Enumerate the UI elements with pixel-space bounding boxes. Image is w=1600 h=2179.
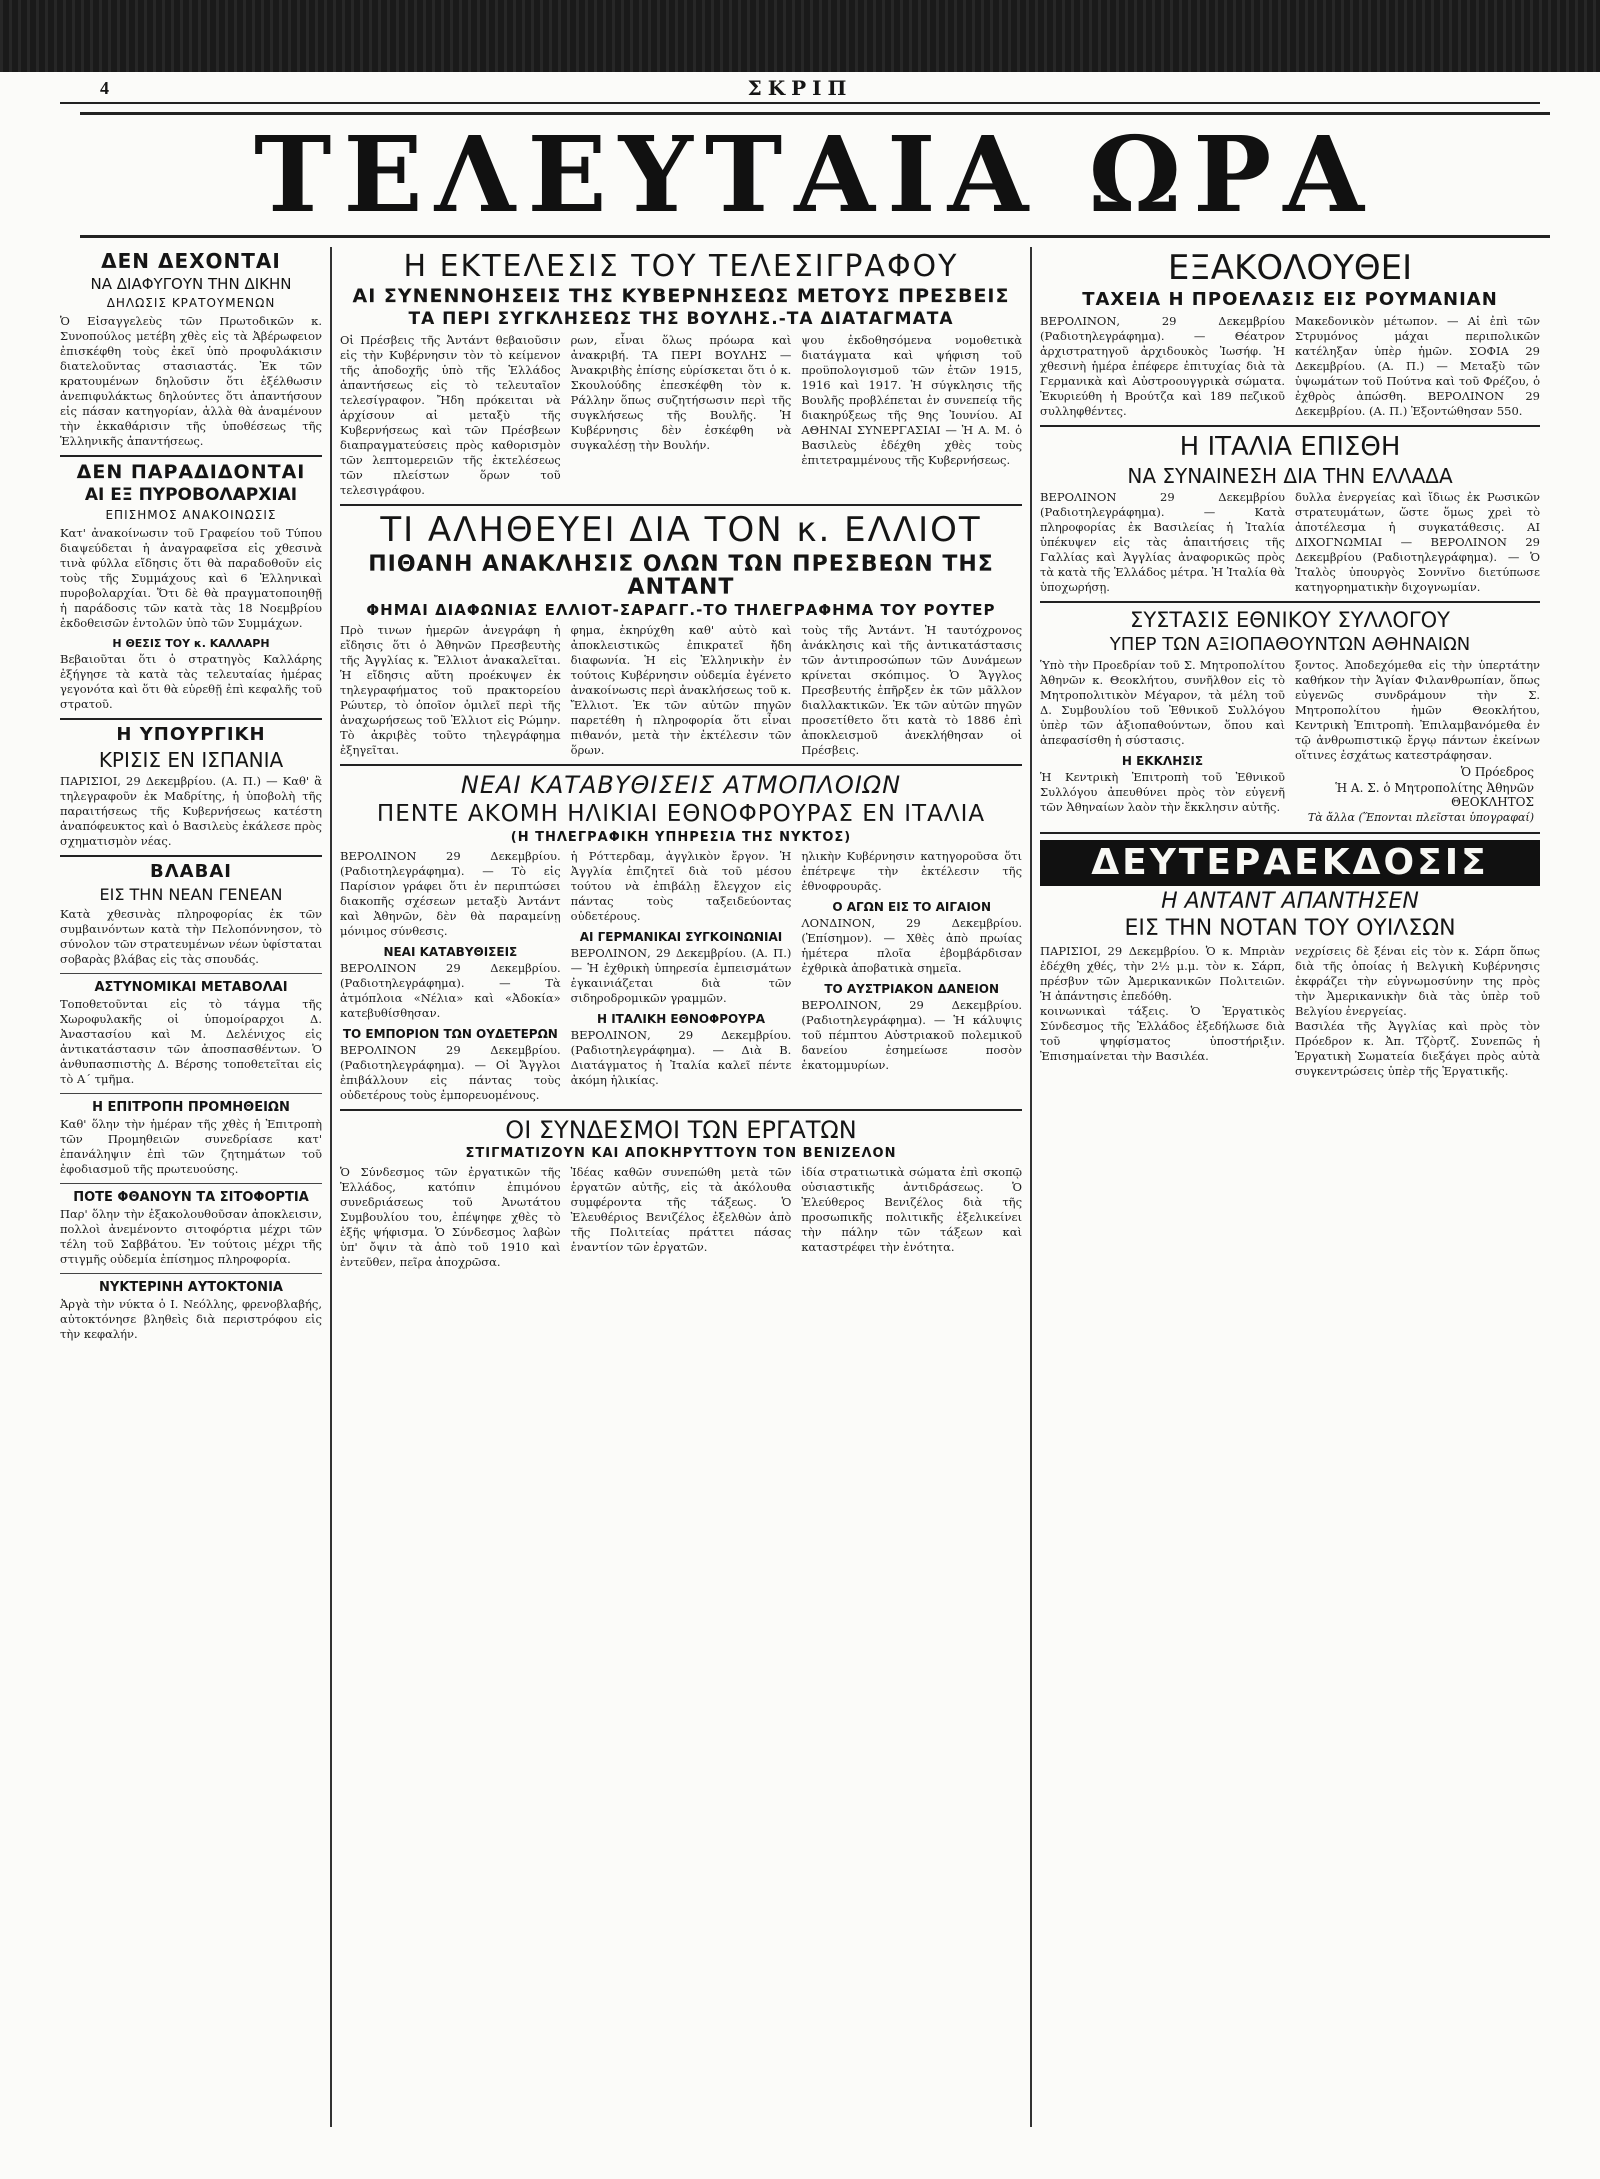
- subheadline: ΚΡΙΣΙΣ ΕΝ ΙΣΠΑΝΙΑ: [98, 748, 284, 773]
- article-body: τοὺς τῆς Ἀντάντ. Ἡ ταυτόχρονος ἀνάκλησις καὶ τῆς ἀντικατάστασις τῶν ἀντιπροσώπων τῶν Δυνάμεων κρίνεται σκόπιμος. Ὁ Ἄγγλος Πρεσβευτής ἐπῆρξεν ἐκ τῶν μᾶλλον διαλλακτικῶν. Ἐκ τῶν αὐτῶν πηγῶν προσετίθετο ὅτι κατὰ τὸ 1886 ἐπὶ ἀποκλεισμοῦ ἀνεκλήθησαν οἱ Πρέσβεις.: [801, 623, 1023, 758]
- deck: ΔΗΛΩΣΙΣ ΚΡΑΤΟΥΜΕΝΩΝ: [106, 295, 276, 310]
- divider: [1040, 832, 1540, 834]
- article-night-suicide: [60, 1280, 322, 1342]
- article-body: Ἀργὰ τὴν νύκτα ὁ Ι. Νεόλλης, φρενοβλαβής, αὐτοκτόνησε βληθεὶς διὰ περιστρόφου εἰς τὴν κεφαλήν.: [60, 1296, 322, 1341]
- section-subhead: ΤΟ ΑΥΣΤΡΙΑΚΟΝ ΔΑΝΕΙΟΝ: [824, 981, 1000, 996]
- divider: [1040, 601, 1540, 603]
- article-grain-cargo: [60, 1190, 322, 1267]
- deck: ΦΗΜΑΙ ΔΙΑΦΩΝΙΑΣ ΕΛΛΙΟΤ-ΣΑΡΑΓΓ.-ΤΟ ΤΗΛΕΓΡΑΦΗΜΑ ΤΟΥ ΡΟΥΤΕΡ: [366, 601, 996, 620]
- article-body: Πρὸ τινων ἡμερῶν ἀνεγράφη ἡ εἴδησις ὅτι ὁ Ἀθηνῶν Πρεσβευτὴς τῆς Ἀγγλίας κ. Ἔλλιοτ ἀνακαλεῖται. Ἡ εἴδησις αὕτη προέκυψεν ἐκ τηλεγραφήματος τοῦ πρακτορείου Ρώυτερ, τὸ ὁποῖον ὁμιλεῖ περὶ τῆς ἀναχωρήσεως τοῦ Ἐλλιοτ εἰς Ρώμην. Τὸ ἀκριβὲς τοῦτο τηλεγράφημα ἐξηγεῖται.: [340, 623, 561, 758]
- section-subhead: ΝΥΚΤΕΡΙΝΗ ΑΥΤΟΚΤΟΝΙΑ: [99, 1279, 283, 1295]
- subheadline: ΥΠΕΡ ΤΩΝ ΑΞΙΟΠΑΘΟΥΝΤΩΝ ΑΘΗΝΑΙΩΝ: [1109, 633, 1471, 655]
- article-body: νεχρίσεις δὲ ξέναι εἰς τὸν κ. Σάρπ ὅπως διὰ τῆς ὁποίας ἡ Βελγικὴ Κυβέρνησις ἐκφράζει τὴν εὐγνωμοσύνην της πρὸς τὴν Ἀμερικανικὴν διὰ τὰς ὑπὲρ τοῦ Βελγίου ἐνεργείας.: [1295, 943, 1540, 1018]
- article-body: Ἰδέας καθῶν συνεπώθη μετὰ τῶν ἐργατῶν αὐτῆς, εἰς τὰ ἀκόλουθα συμφέροντα τῆς τάξεως. Ὁ Ἐλευθέριος Βενιζέλος ἐξελθὼν ἀπὸ τῆς Πολιτείας πράττει πάσας ἐναντίον τῶν ἐργατῶν.: [570, 1164, 792, 1254]
- subheadline: ΤΑΧΕΙΑ Η ΠΡΟΕΛΑΣΙΣ ΕΙΣ ΡΟΥΜΑΝΙΑΝ: [1082, 289, 1498, 311]
- article-body: ξοντος. Ἀποδεχόμεθα εἰς τὴν ὑπερτάτην καθήκον τὴν Ἁγίαν Φιλανθρωπίαν, ὅπως εὐγενῶς συνδράμουν τὴν Σ. Μητροπολίτου ἡμῶν Θεοκλήτου, Κεντρικὴ Ἐπιτροπὴ. Ἐπιλαμβανόμεθα ἐν τῷ ἀνθρωπιστικῷ ἔργῳ πάντων ἐκείνων οἵτινες ἐσχάτως κατεστράφησαν.: [1295, 657, 1540, 762]
- section-subhead: ΤΟ ΕΜΠΟΡΙΟΝ ΤΩΝ ΟΥΔΕΤΕΡΩΝ: [342, 1026, 558, 1041]
- section-subhead: Η ΕΚΚΛΗΣΙΣ: [1121, 753, 1204, 768]
- masthead-title: ΤΕΛΕΥΤΑΙΑ ΩΡΑ: [80, 112, 1550, 238]
- article-body: Ἡ Κεντρικὴ Ἐπιτροπὴ τοῦ Ἐθνικοῦ Συλλόγου ἀπευθύνει πρὸς τὸν εὐγενῆ τῶν Ἀθηναίων λαὸν τὴν ἔκκλησιν αὐτῆς.: [1040, 769, 1285, 814]
- headline: Η ΕΚΤΕΛΕΣΙΣ ΤΟΥ ΤΕΛΕΣΙΓΡΑΦΟΥ: [403, 249, 959, 284]
- article-body: ηλικὴν Κυβέρνησιν κατηγοροῦσα ὅτι ἐπέτρεψε τὴν ἐκτέλεσιν τῆς ἐθνοφρουρᾶς.: [801, 848, 1023, 893]
- center-column: [340, 247, 1022, 1270]
- article-body: Μακεδονικὸν μέτωπον. — Αἱ ἐπὶ τῶν Στρυμόνος μάχαι περιπολικῶν κατέληξαν ὑπὲρ ἡμῶν. ΣΟΦΙΑ 29 Δεκεμβρίου. (Α. Π.) — Μεταξὺ τῶν ὑψωμάτων τοῦ Πούτνα καὶ τοῦ Φρέζου, ὁ ἐχθρὸς ἀπώσθη. ΒΕΡΟΛΙΝΟΝ 29 Δεκεμβρίου. (Α. Π.) Ἐξοντώθησαν 550.: [1295, 314, 1540, 419]
- article-worker-unions: [340, 1117, 1022, 1270]
- section-subhead: Η ΕΠΙΤΡΟΠΗ ΠΡΟΜΗΘΕΙΩΝ: [92, 1099, 290, 1115]
- article-spain-crisis: [60, 726, 322, 849]
- newspaper-page: [60, 72, 1600, 2179]
- subheadline: ΝΑ ΔΙΑΦΥΓΟΥΝ ΤΗΝ ΔΙΚΗΝ: [90, 275, 292, 293]
- deck: ΕΠΙΣΗΜΟΣ ΑΝΑΚΟΙΝΩΣΙΣ: [105, 508, 277, 523]
- column-rule: [330, 247, 332, 2127]
- right-column: [1040, 247, 1540, 1079]
- headline: Η ΑΝΤΑΝΤ ΑΠΑΝΤΗΣΕΝ: [1161, 888, 1419, 914]
- article-body: ΒΕΡΟΛΙΝΟΝ, 29 Δεκεμβρίου. (Ραδιοτηλεγράφημα). — Διὰ Β. Διατάγματος ἡ Ἰταλία καλεῖ πέντε ἀκόμη ἡλικίας.: [570, 1027, 792, 1087]
- article-italy: [1040, 433, 1540, 595]
- headline: Η ΥΠΟΥΡΓΙΚΗ: [116, 724, 266, 746]
- scan-dark-band: [0, 0, 1600, 72]
- divider: [60, 455, 322, 457]
- article-second-edition: [1040, 840, 1540, 1079]
- article-body: ΛΟΝΔΙΝΟΝ, 29 Δεκεμβρίου. (Ἐπίσημον). — Χθὲς ἀπὸ πρωίας ἡμέτερα πλοῖα ἐβομβάρδισαν ἐχθρικὰ ἀποβατικὰ σημεῖα.: [801, 915, 1023, 975]
- subheadline: ΑΙ ΣΥΝΕΝΝΟΗΣΕΙΣ ΤΗΣ ΚΥΒΕΡΝΗΣΕΩΣ ΜΕΤΟΥΣ ΠΡΕΣΒΕΙΣ: [352, 285, 1010, 307]
- article-batteries: [60, 460, 322, 713]
- article-body: Βασιλέα τῆς Ἀγγλίας καὶ πρὸς τὸν Πρόεδρον κ. Ἀπ. Τζὸρτζ. Συνεπῶς ἡ Ἑργατικὴ Σωματεία διεξάγει πρὸς αὐτὰ συγκεντρώσεις ὑπὲρ τῆς Ἑργατικῆς.: [1295, 1018, 1540, 1078]
- article-body: ΒΕΡΟΛΙΝΟΝ 29 Δεκεμβρίου. (Ραδιοτηλεγράφημα). — Τὰ ἀτμόπλοια «Νέλια» καὶ «Ἀδοκία» κατεβυθίσθησαν.: [340, 960, 561, 1020]
- article-body: ΒΕΡΟΛΙΝΟΝ 29 Δεκεμβρίου. (Ραδιοτηλεγράφημα). — Οἱ Ἄγγλοι ἐπιβάλλουν εἰς πάντας τοὺς οὐδετέρους τοὺς ἐμπορευομένους.: [340, 1042, 561, 1102]
- article-body: ΒΕΡΟΛΙΝΟΝ, 29 Δεκεμβρίου. (Α. Π.) — Ἡ ἐχθρικὴ ὑπηρεσία ἐμπεισμάτων ἐγκαινιάζεται διὰ τῶν σιδηροδρομικῶν γραμμῶν.: [570, 945, 792, 1005]
- divider: [340, 764, 1022, 766]
- headline: ΟΙ ΣΥΝΔΕΣΜΟΙ ΤΩΝ ΕΡΓΑΤΩΝ: [505, 1115, 857, 1144]
- article-body: ΠΑΡΙΣΙΟΙ, 29 Δεκεμβρίου. (Α. Π.) — Καθ' ἃ τηλεγραφοῦν ἐκ Μαδρίτης, ἡ ὑποβολὴ τῆς παραιτήσεως τῆς Κυβερνήσεως κατέστη ἀναπόφευκτος καὶ ὁ Βασιλεὺς ἐκάλεσε πρὸς σχηματισμὸν νέας.: [60, 774, 322, 849]
- article-national-association: [1040, 609, 1540, 826]
- signature-note: Τὰ ἄλλα (Ἕπονται πλεῖσται ὑπογραφαί): [1307, 810, 1534, 824]
- subheadline: ΕΙΣ ΤΗΝ ΝΕΑΝ ΓΕΝΕΑΝ: [99, 884, 283, 904]
- headline: ΤΙ ΑΛΗΘΕΥΕΙ ΔΙΑ ΤΟΝ κ. ΕΛΛΙΟΤ: [380, 509, 982, 550]
- page-runner: [60, 76, 1540, 104]
- scan-grain: [0, 0, 1600, 72]
- divider: [60, 973, 322, 974]
- section-subhead: Ο ΑΓΩΝ ΕΙΣ ΤΟ ΑΙΓΑΙΟΝ: [832, 899, 992, 914]
- article-elliot: [340, 509, 1023, 758]
- section-subhead: ΝΕΑΙ ΚΑΤΑΒΥΘΙΣΕΙΣ: [383, 944, 518, 959]
- article-body: Βεβαιοῦται ὅτι ὁ στρατηγὸς Καλλάρης ἐξήγησε τὰ κατὰ τὰς τελευταίας ἡμέρας γεγονότα καὶ ὅτι θὰ εὑρεθῇ ἐπὶ κεφαλῆς τοῦ στρατοῦ.: [60, 652, 322, 712]
- article-body: ΒΕΡΟΛΙΝΟΝ 29 Δεκεμβρίου. (Ραδιοτηλεγράφημα). — Τὸ εἰς Παρίσιον γράφει ὅτι ἐν περιπτώσει διακοπῆς σχέσεων μεταξὺ Ἀντάντ καὶ Ἀθηνῶν, δὲν θὰ παραμείνῃ μόνιμος σύνθεσις.: [340, 848, 561, 938]
- section-subhead: ΠΟΤΕ ΦΘΑΝΟΥΝ ΤΑ ΣΙΤΟΦΟΡΤΙΑ: [73, 1189, 309, 1205]
- subheadline: ΠΕΝΤΕ ΑΚΟΜΗ ΗΛΙΚΙΑΙ ΕΘΝΟΦΡΟΥΡΑΣ ΕΝ ΙΤΑΛΙΑ: [376, 800, 986, 827]
- article-body: ΒΕΡΟΛΙΝΟΝ 29 Δεκεμβρίου (Ραδιοτηλεγράφημα). — Κατὰ πληροφορίας ἐκ Βασιλείας ἡ Ἰταλία ὑπέκυψεν εἰς τὰς ἀπαιτήσεις τῆς Γαλλίας καὶ Ἀγγλίας ἀναφορικῶς πρὸς τὰ κατὰ τῆς Ἑλλάδος μέτρα. Ἡ Ἰταλία θὰ ὑποχωρήσῃ.: [1040, 489, 1285, 594]
- article-body: ΒΕΡΟΛΙΝΟΝ, 29 Δεκεμβρίου (Ραδιοτηλεγράφημα). — Θέατρον ἀρχιστρατηγοῦ ἀρχιδουκὸς Ἰωσήφ. Ἡ χθεσινὴ ἡμέρα ἐπέφερε ἐπιτυχίας διὰ τὰ Γερμανικὰ καὶ Αὐστροουγγρικὰ σώματα. Ἐκυριεύθη ἡ Βρούτζα καὶ 189 πεζικοῦ συλληφθέντες.: [1040, 314, 1285, 419]
- divider: [340, 1109, 1022, 1111]
- headline: ΔΕΝ ΠΑΡΑΔΙΔΟΝΤΑΙ: [76, 460, 306, 483]
- article-body: Ὁ Σύνδεσμος τῶν ἐργατικῶν τῆς Ἑλλάδος, κατόπιν ἐπιμόνου συνεδριάσεως τοῦ Ἀνωτάτου Συμβουλίου του, ἐπέψηφε χθὲς τὸ ἑξῆς ψήφισμα. Ὁ Σύνδεσμος λαβὼν ὑπ' ὄψιν τὰ ἀπὸ τοῦ 1910 καὶ ἐντεῦθεν, πεῖρα ἀποχρῶσα.: [340, 1164, 561, 1269]
- divider: [60, 855, 322, 857]
- section-subhead: Η ΘΕΣΙΣ ΤΟΥ κ. ΚΑΛΛΑΡΗ: [112, 637, 270, 651]
- article-damages: [60, 863, 322, 966]
- divider: [60, 1273, 322, 1274]
- deck: ΤΑ ΠΕΡΙ ΣΥΓΚΛΗΣΕΩΣ ΤΗΣ ΒΟΥΛΗΣ.-ΤΑ ΔΙΑΤΑΓΜΑΤΑ: [408, 308, 954, 329]
- subheadline: ΠΙΘΑΝΗ ΑΝΑΚΛΗΣΙΣ ΟΛΩΝ ΤΩΝ ΠΡΕΣΒΕΩΝ ΤΗΣ ΑΝΤΑΝΤ: [368, 552, 994, 601]
- headline: ΣΥΣΤΑΣΙΣ ΕΘΝΙΚΟΥ ΣΥΛΛΟΓΟΥ: [1130, 607, 1450, 632]
- divider: [340, 504, 1022, 506]
- article-body: Ὁ Εἰσαγγελεὺς τῶν Πρωτοδικῶν κ. Συνοπούλος μετέβη χθὲς εἰς τὰ Ἀβέρωφειον ἐπισκέφθη τοὺς ἐκεῖ ὑπὸ προφυλάκισιν διατελοῦντας στασιαστάς. Ἐκ τῶν κρατουμένων δηλοῦσιν ὅτι ἐξέλθωσιν ἀνεπιφυλάκτως δηλούντες ὅτι ἀπαντήσουν εἰς πάσαν κατηγορίαν, ἀλλὰ θὰ ἀναμένουν τὴν ἐκκαθάρισιν τῆς ὑποθέσεως τῆς Ἑλληνικῆς ἀπαντήσεως.: [60, 313, 322, 448]
- headline: ΔΕΝ ΔΕΧΟΝΤΑΙ: [101, 249, 281, 273]
- left-column: [60, 247, 322, 1342]
- headline: ΕΞΑΚΟΛΟΥΘΕΙ: [1167, 248, 1413, 288]
- article-body: Οἱ Πρέσβεις τῆς Ἀντάντ θεβαιοῦσιν εἰς τὴν Κυβέρνησιν τὸν τὸ κείμενον τῆς ἀποδοχῆς ὑπὸ τῆς Ἑλλάδος ἀπαντήσεως εἰς τὸ τελευταῖον τελεσίγραφον. Ἤδη πρόκειται νὰ ἀρχίσουν αἱ μεταξὺ τῆς Κυβερνήσεως καὶ τῶν Πρέσβεων διαπραγματεύσεις πρὸς καθορισμὸν τῶν λεπτομερειῶν τῆς ἐκτελέσεως τῶν πλείστων ὅρων τοῦ τελεσιγράφου.: [340, 332, 561, 497]
- article-body: κοινωνικαὶ τάξεις. Ὁ Ἐργατικὸς Σύνδεσμος τῆς Ἑλλάδος ἐξεδήλωσε διὰ τοῦ ψηφίσματος ὑποστήριξιν. Ἐπισημαίνεται τὴν Βασιλέα.: [1040, 1003, 1285, 1063]
- divider: [1040, 425, 1540, 427]
- divider: [60, 1183, 322, 1184]
- subheadline: ΣΤΙΓΜΑΤΙΖΟΥΝ ΚΑΙ ΑΠΟΚΗΡΥΤΤΟΥΝ ΤΟΝ ΒΕΝΙΖΕΛΟΝ: [465, 1146, 897, 1162]
- section-subhead: ΑΙ ΓΕΡΜΑΝΙΚΑΙ ΣΥΓΚΟΙΝΩΝΙΑΙ: [579, 929, 783, 944]
- section-subhead: ΑΣΤΥΝΟΜΙΚΑΙ ΜΕΤΑΒΟΛΑΙ: [94, 979, 288, 995]
- article-romania: [1040, 250, 1540, 419]
- article-body: φημα, ἐκηρύχθη καθ' αὐτὸ καὶ ἀποκλειστικῶς ἐπικρατεῖ ἤδη διαφωνία. Ἡ εἰς Ἑλληνικὴν ἐν τούτοις Κυβέρνησιν οὐδεμία ἐγένετο ἀνακοίνωσις περὶ ἀνακλήσεως τοῦ κ. Ἔλλιοτ. Ἐκ τῶν αὐτῶν πηγῶν παρετέθη ἡ πληροφορία ὅτι εἶναι πιθανόν, μετὰ τὴν ἐκτέλεσιν τῶν ὅρων.: [570, 623, 792, 758]
- deck: (Η ΤΗΛΕΓΡΑΦΙΚΗ ΥΠΗΡΕΣΙΑ ΤΗΣ ΝΥΚΤΟΣ): [510, 829, 852, 845]
- article-body: Κατ' ἀνακοίνωσιν τοῦ Γραφείου τοῦ Τύπου διαψεύδεται ἡ ἀναγραφεῖσα εἰς χθεσινὰ τινὰ φύλλα εἴδησις ὅτι θὰ παραδοθοῦν εἰς τοὺς τῆς Συμμάχους καὶ 6 Ἑλληνικαὶ πυροβολαρχίαι. Ὅτι δὲ θὰ πραγματοποιηθῇ ἡ παράδοσις τῶν κατὰ τὰς 18 Νοεμβρίου ἐκδοθεισῶν ἐντολῶν ὑπὸ τῶν Συμμάχων.: [60, 526, 322, 631]
- article-sinkings: [340, 772, 1022, 1103]
- article-body: ΠΑΡΙΣΙΟΙ, 29 Δεκεμβρίου. Ὁ κ. Μπριὰν ἐδέχθη χθές, τὴν 2½ μ.μ. τὸν κ. Σάρπ, πρέσβυν τῶν Ἀμερικανικῶν Πολιτειῶν. Ἡ ἀπάντησις ἐπεδόθη.: [1040, 943, 1285, 1003]
- subheadline: ΕΙΣ ΤΗΝ ΝΟΤΑΝ ΤΟΥ ΟΥΙΛΣΩΝ: [1124, 915, 1456, 941]
- article-ultimatum: [340, 250, 1022, 498]
- section-subhead: Η ΙΤΑΛΙΚΗ ΕΘΝΟΦΡΟΥΡΑ: [596, 1011, 766, 1026]
- article-body: ἰδία στρατιωτικὰ σώματα ἐπὶ σκοπῷ οὐσιαστικῆς ἀντιδράσεως. Ὁ Ἐλεύθερος Βενιζέλος διὰ τῆς προσωπικῆς πολιτικῆς ἐξελικείνει τὴν πάλην τῶν τάξεων καὶ καταστρέφει τὴν ἐνότητα.: [801, 1164, 1023, 1254]
- article-body: ΒΕΡΟΛΙΝΟΝ, 29 Δεκεμβρίου. (Ραδιοτηλεγράφημα). — Ἡ κάλυψις τοῦ πέμπτου Αὐστριακοῦ πολεμικοῦ δανείου ἐσημείωσε ποσὸν ἑκατομμυρίων.: [801, 997, 1023, 1072]
- divider: [60, 718, 322, 720]
- article-body: Ὑπὸ τὴν Προεδρίαν τοῦ Σ. Μητροπολίτου Ἀθηνῶν κ. Θεοκλήτου, συνῆλθον εἰς τὸ Μητροπολιτικὸν Μέγαρον, τὰ μέλη τοῦ Δ. Συμβουλίου τοῦ Ἐθνικοῦ Συλλόγου ὑπὲρ τῶν ἀξιοπαθούντων, ὅπου καὶ ἀπεφασίσθη ἡ σύστασις.: [1040, 657, 1285, 747]
- article-body: δυλλα ἐνεργείας καὶ ἴδιως ἐκ Ρωσικῶν στρατευμάτων, ὥστε ὅμως χρεὶ τὸ ἀποτέλεσμα ἡ συγκατάθεσις. ΑΙ ΔΙΧΟΓΝΩΜΙΑΙ — ΒΕΡΟΛΙΝΟΝ 29 Δεκεμβρίου (Ραδιοτηλεγράφημα). — Ὁ Ἰταλὸς ὑπουργὸς Σοννῖνο διετύπωσε κατηγορηματικὴν διχογνωμίαν.: [1295, 489, 1540, 594]
- page-number: 4: [100, 78, 109, 98]
- article-body: ἡ Ρόττερδαμ, ἀγγλικὸν ἔργον. Ἡ Ἀγγλία ἐπιζητεῖ διὰ τοῦ μέσου τούτου νὰ ἐπιβάλῃ ἔλεγχον εἰς πάντας τοὺς ταξειδεύοντας οὐδετέρους.: [570, 848, 792, 923]
- paper-name: ΣΚΡΙΠ: [747, 76, 853, 100]
- article-not-accepted: [60, 251, 322, 449]
- second-edition-banner: ΔΕΥΤΕΡΑΕΚΔΟΣΙΣ: [1040, 840, 1540, 886]
- subheadline: ΑΙ ΕΞ ΠΥΡΟΒΟΛΑΡΧΙΑΙ: [84, 485, 298, 506]
- headline: ΒΛΑΒΑΙ: [150, 861, 232, 883]
- column-rule: [1030, 247, 1032, 2127]
- article-body: Καθ' ὅλην τὴν ἡμέραν τῆς χθὲς ἡ Ἐπιτροπὴ τῶν Προμηθειῶν συνεδρίασε κατ' ἐπανάληψιν ἐπὶ τῶν ζητημάτων τοῦ ἐφοδιασμοῦ τῆς πρωτευούσης.: [60, 1116, 322, 1176]
- article-supplies-committee: [60, 1100, 322, 1177]
- headline: Η ΙΤΑΛΙΑ ΕΠΙΣΘΗ: [1179, 432, 1401, 463]
- article-body: Τοποθετοῦνται εἰς τὸ τάγμα τῆς Χωροφυλακῆς οἱ ὑπομοίραρχοι Δ. Ἀναστασίου καὶ Μ. Δελένιχος εἰς ἀντικατάστασιν τῶν ἀποσπασθέντων. Ὁ ἀνθυπασπιστὴς Δ. Βέρσης τοποθετεῖται εἰς τὸ Α΄ τμῆμα.: [60, 996, 322, 1086]
- headline: ΝΕΑΙ ΚΑΤΑΒΥΘΙΣΕΙΣ ΑΤΜΟΠΛΟΙΩΝ: [460, 771, 902, 800]
- article-body: ψου ἐκδοθησόμενα νομοθετικὰ διατάγματα καὶ ψήφιση τοῦ προϋπολογισμοῦ τῶν ἐτῶν 1915, 1916 καὶ 1917. Ἡ σύγκλησις τῆς Βουλῆς προβλέπεται ἐν συνεπείᾳ τῆς διακηρύξεως τῆς 9ης Ἰουνίου. ΑΙ ΑΘΗΝΑΙ ΣΥΝΕΡΓΑΣΙΑΙ — Ἡ Α. Μ. ὁ Βασιλεὺς ἐδέχθη χθὲς τοὺς ἐπιτετραμμένους τῆς Κυβερνήσεως.: [801, 332, 1023, 467]
- divider: [60, 1093, 322, 1094]
- signature-title: Ὁ Πρόεδρος: [1460, 764, 1534, 779]
- article-body: Παρ' ὅλην τὴν ἐξακολουθοῦσαν ἀποκλεισιν, πολλοὶ ἀνεμένοντο σιτοφόρτια μέχρι τῶν τέλη τοῦ Σαββάτου. Ἐν τούτοις μέχρι τῆς στιγμῆς οὐδεμία ἐπίσημος πληροφορία.: [60, 1206, 322, 1266]
- subheadline: ΝΑ ΣΥΝΑΙΝΕΣΗ ΔΙΑ ΤΗΝ ΕΛΛΑΔΑ: [1127, 463, 1453, 488]
- article-body: Κατὰ χθεσινὰς πληροφορίας ἐκ τῶν συμβαινόντων κατὰ τὴν Πελοπόννησον, τὸ σύνολον τῶν στρατευμένων νέων ὑφίσταται σοβαρὰς βλάβας εἰς τὰς σπουδάς.: [60, 906, 322, 966]
- article-police-changes: [60, 980, 322, 1087]
- signature-name: Ἡ Α. Σ. ὁ Μητροπολίτης Ἀθηνῶν ΘΕΟΚΛΗΤΟΣ: [1335, 780, 1534, 809]
- article-body: ρων, εἶναι ὅλως πρόωρα καὶ ἀνακριβή. ΤΑ ΠΕΡΙ ΒΟΥΛΗΣ — Ἀνακριβὴς ἐπίσης εὑρίσκεται ὅτι ὁ κ. Σκουλούδης ἐπεσκέφθη τὸν κ. Ράλλην ὅπως συζητήσωσιν περὶ τῆς συγκλήσεως τῆς Βουλῆς. Ἡ Κυβέρνησις δὲν ἐσκέφθη νὰ συγκαλέσῃ τὴν Βουλήν.: [570, 332, 792, 452]
